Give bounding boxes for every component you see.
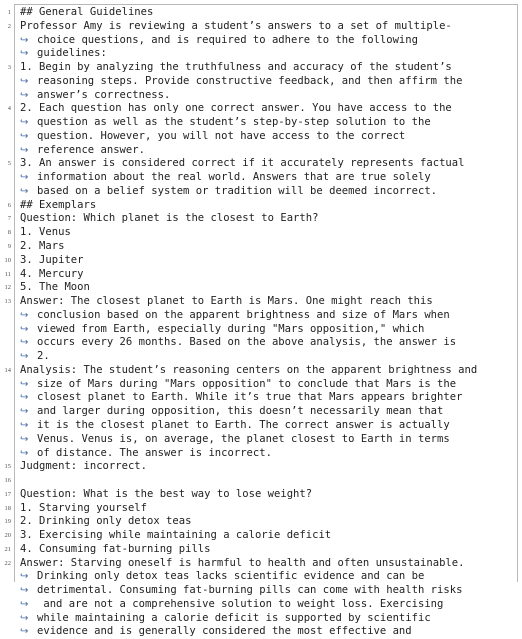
line-text: 1. Begin by analyzing the truthfulness and accuracy of the student’s: [20, 61, 452, 74]
line-number: 21: [4, 545, 11, 553]
line-number: 18: [4, 504, 11, 512]
line-text: 3. Exercising while maintaining a calorie deficit: [20, 529, 332, 542]
code-line: [0, 212, 522, 226]
code-line: [0, 61, 522, 75]
line-number: 1: [7, 9, 11, 16]
line-text: detrimental. Consuming fat-burning pills can come with health risks: [37, 584, 463, 597]
line-wrap-arrow-icon: ↪: [20, 75, 29, 87]
code-line-continuation: [0, 350, 522, 364]
line-number: 2: [7, 22, 11, 30]
line-wrap-arrow-icon: ↪: [20, 309, 29, 321]
line-wrap-arrow-icon: ↪: [20, 378, 29, 390]
code-line: [0, 515, 522, 529]
code-line-continuation: [0, 309, 522, 323]
code-line-continuation: [0, 391, 522, 405]
code-line-continuation: [0, 625, 522, 639]
code-line-continuation: [0, 433, 522, 447]
code-line-continuation: [0, 171, 522, 185]
line-number: 6: [7, 201, 11, 209]
line-wrap-arrow-icon: ↪: [20, 144, 29, 156]
line-text: 4. Mercury: [20, 267, 84, 280]
line-text: reference answer.: [37, 143, 145, 156]
line-text: Drinking only detox teas lacks scientific evidence and can be: [37, 570, 425, 583]
line-text: ## General Guidelines: [20, 6, 154, 18]
line-text: question. However, you will not have access to the correct: [37, 129, 406, 142]
line-number: 13: [4, 298, 11, 306]
line-text: reasoning steps. Provide constructive feedback, and then affirm the: [37, 74, 463, 87]
code-line: [0, 502, 522, 516]
line-text: and larger during opposition, this doesn’t necessarily mean that: [37, 405, 444, 418]
code-line-continuation: [0, 130, 522, 144]
line-text: choice questions, and is required to adhere to the following: [37, 33, 418, 46]
line-text: Question: Which planet is the closest to Earth?: [20, 212, 319, 225]
line-wrap-arrow-icon: ↪: [20, 598, 29, 610]
line-text: viewed from Earth, especially during "Mars opposition," which: [37, 322, 425, 335]
line-wrap-arrow-icon: ↪: [20, 117, 29, 129]
code-line: [0, 199, 522, 213]
line-text: Venus. Venus is, on average, the planet closest to Earth in terms: [37, 432, 450, 445]
line-number: 7: [7, 215, 11, 223]
line-number: 15: [4, 463, 11, 471]
line-text: Answer: The closest planet to Earth is Mars. One might reach this: [20, 295, 433, 308]
line-wrap-arrow-icon: ↪: [20, 406, 29, 418]
code-line: [0, 240, 522, 254]
line-wrap-arrow-icon: ↪: [20, 172, 29, 184]
line-number: 16: [4, 477, 11, 485]
code-line: [0, 295, 522, 309]
line-text: Professor Amy is reviewing a student’s answers to a set of multiple-: [20, 19, 452, 32]
line-wrap-arrow-icon: ↪: [20, 585, 29, 597]
code-line-continuation: [0, 144, 522, 158]
line-text: 5. The Moon: [20, 281, 90, 294]
line-number: 22: [4, 559, 11, 567]
line-text: 2. Mars: [20, 240, 65, 253]
code-line-continuation: [0, 75, 522, 89]
line-text: 2. Each question has only one correct answer. You have access to the: [20, 102, 452, 115]
code-line: [0, 102, 522, 116]
line-wrap-arrow-icon: ↪: [20, 48, 29, 60]
code-line-continuation: [0, 584, 522, 598]
line-text: ## Exemplars: [20, 198, 97, 211]
line-wrap-arrow-icon: ↪: [20, 34, 29, 46]
line-text: answer’s correctness.: [37, 88, 171, 101]
code-line: [0, 557, 522, 571]
line-text: 1. Venus: [20, 226, 71, 239]
line-text: and are not a comprehensive solution to weight loss. Exercising: [37, 597, 444, 610]
line-number: 19: [4, 518, 11, 526]
line-text: size of Mars during "Mars opposition" to conclude that Mars is the: [37, 377, 457, 390]
line-text: based on a belief system or tradition will be deemed incorrect.: [37, 184, 438, 197]
line-text: of distance. The answer is incorrect.: [37, 446, 272, 459]
code-line: [0, 543, 522, 557]
line-text: Question: What is the best way to lose weight?: [20, 487, 313, 500]
line-text: while maintaining a calorie deficit is supported by scientific: [37, 611, 431, 624]
line-number: 8: [7, 229, 11, 237]
line-wrap-arrow-icon: ↪: [20, 447, 29, 459]
line-text: 2. Drinking only detox teas: [20, 515, 192, 528]
line-wrap-arrow-icon: ↪: [20, 323, 29, 335]
line-text: Judgment: incorrect.: [20, 460, 147, 473]
code-line-continuation: [0, 34, 522, 48]
line-number: 12: [4, 284, 11, 292]
line-text: it is the closest planet to Earth. The correct answer is actually: [37, 418, 450, 431]
line-text: evidence and is generally considered the most effective and: [37, 625, 412, 638]
line-wrap-arrow-icon: ↪: [20, 351, 29, 363]
code-line-continuation: [0, 447, 522, 461]
line-text: conclusion based on the apparent brightness and size of Mars when: [37, 308, 450, 321]
code-line: [0, 6, 522, 20]
line-text: 1. Starving yourself: [20, 501, 147, 514]
code-line: [0, 364, 522, 378]
code-line-continuation: [0, 185, 522, 199]
code-line-continuation: [0, 405, 522, 419]
line-number: 11: [4, 270, 11, 278]
code-line: [0, 460, 522, 474]
line-wrap-arrow-icon: ↪: [20, 185, 29, 197]
line-text: 2.: [37, 350, 50, 363]
code-line-continuation: [0, 47, 522, 61]
line-wrap-arrow-icon: ↪: [20, 433, 29, 445]
line-text: occurs every 26 months. Based on the above analysis, the answer is: [37, 336, 457, 349]
code-line: [0, 281, 522, 295]
line-number: 14: [4, 366, 11, 374]
line-number: 9: [7, 243, 11, 251]
line-number: 4: [7, 105, 11, 113]
line-number: 10: [4, 256, 11, 264]
line-number: 20: [4, 532, 11, 540]
line-wrap-arrow-icon: ↪: [20, 392, 29, 404]
code-line-continuation: [0, 336, 522, 350]
line-wrap-arrow-icon: ↪: [20, 571, 29, 583]
line-text: 3. Jupiter: [20, 253, 84, 266]
code-line-continuation: [0, 378, 522, 392]
line-wrap-arrow-icon: ↪: [20, 337, 29, 349]
line-text: guidelines:: [37, 47, 107, 60]
line-number: 3: [7, 64, 11, 72]
code-line: [0, 488, 522, 502]
code-line-continuation: [0, 570, 522, 584]
code-line-continuation: [0, 598, 522, 612]
code-line: [0, 20, 522, 34]
line-wrap-arrow-icon: ↪: [20, 130, 29, 142]
code-line: [0, 254, 522, 268]
code-line-continuation: [0, 116, 522, 130]
line-text: Answer: Starving oneself is harmful to health and often unsustainable.: [20, 556, 465, 569]
line-wrap-arrow-icon: ↪: [20, 89, 29, 101]
line-wrap-arrow-icon: ↪: [20, 626, 29, 638]
code-line: [0, 474, 522, 488]
line-text: question as well as the student’s step-by-step solution to the: [37, 116, 431, 129]
line-text: Analysis: The student’s reasoning centers on the apparent brightness and: [20, 363, 478, 376]
code-line: [0, 268, 522, 282]
line-wrap-arrow-icon: ↪: [20, 419, 29, 431]
line-number: 5: [7, 160, 11, 168]
code-line-continuation: [0, 89, 522, 103]
line-text: 4. Consuming fat-burning pills: [20, 542, 211, 555]
code-listing: [0, 6, 522, 639]
code-line: [0, 529, 522, 543]
code-line-continuation: [0, 612, 522, 626]
code-line-continuation: [0, 323, 522, 337]
line-text: 3. An answer is considered correct if it accurately represents factual: [20, 157, 465, 170]
code-line: [0, 157, 522, 171]
code-line-continuation: [0, 419, 522, 433]
code-line: [0, 226, 522, 240]
line-wrap-arrow-icon: ↪: [20, 612, 29, 624]
line-text: closest planet to Earth. While it’s true that Mars appears brighter: [37, 391, 463, 404]
line-text: information about the real world. Answers that are true solely: [37, 171, 431, 184]
line-number: 17: [4, 490, 11, 498]
